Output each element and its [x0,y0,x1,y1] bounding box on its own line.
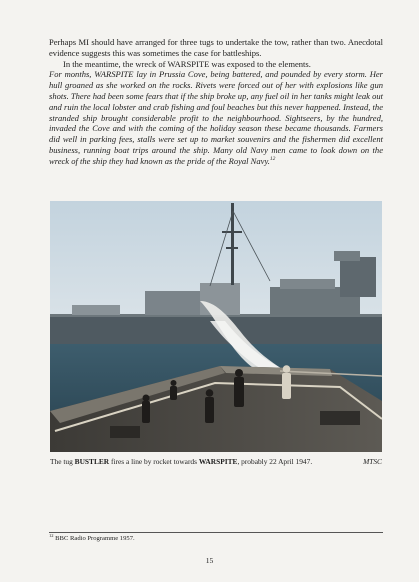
footnote [49,532,135,543]
caption-middle: fires a line by rocket towards [109,457,199,466]
quoted-passage [49,69,383,166]
photo-credit: MTSC [363,457,382,466]
caption-prefix: The tug [50,457,75,466]
photo-caption [50,457,382,466]
paragraph-1: Perhaps MI should have arranged for three tugs to undertake the tow, rather than two. Anecdotal evidence suggests this was sometimes the case for battleships. [49,37,383,58]
footnote-reference: 12 [269,155,276,162]
quoted-passage-text: For months, WARSPITE lay in Prussia Cove, being battered, and pounded by every storm. Her hull groaned as she worked on the rocks. Rivets were forced out of her with explosions like gun shots. There had been some fears that if the ship broke up, any fuel oil in her tanks might leak out and ruin the local lobster and crab fishing and foul beaches but this never happened. Instead, the stranded ship brought considerable profit to the neighbourhood. Sightseers, by the hundred, invaded the Cove and with the coming of the holiday season these became thousands. Farmers did well in parking fees, stalls were set up to market souvenirs and the fishermen did excellent business, running boat trips around the ship. Many old Navy men came to look down on the wreck of the ship they had known as the pride of the Royal Navy. [49,69,383,166]
footnote-text: BBC Radio Programme 1957. [53,535,135,542]
tug-photograph [50,201,382,452]
page-number: 15 [205,556,214,565]
photo-illustration [50,201,382,452]
caption-suffix: , probably 22 April 1947. [237,457,313,466]
caption-ship-name: WARSPITE [198,457,238,466]
footnote-divider [49,532,383,533]
footnote-number: 12 [49,532,54,538]
caption-tug-name: BUSTLER [74,457,110,466]
body-text [49,37,383,167]
paragraph-2: In the meantime, the wreck of WARSPITE was exposed to the elements. [63,58,311,69]
